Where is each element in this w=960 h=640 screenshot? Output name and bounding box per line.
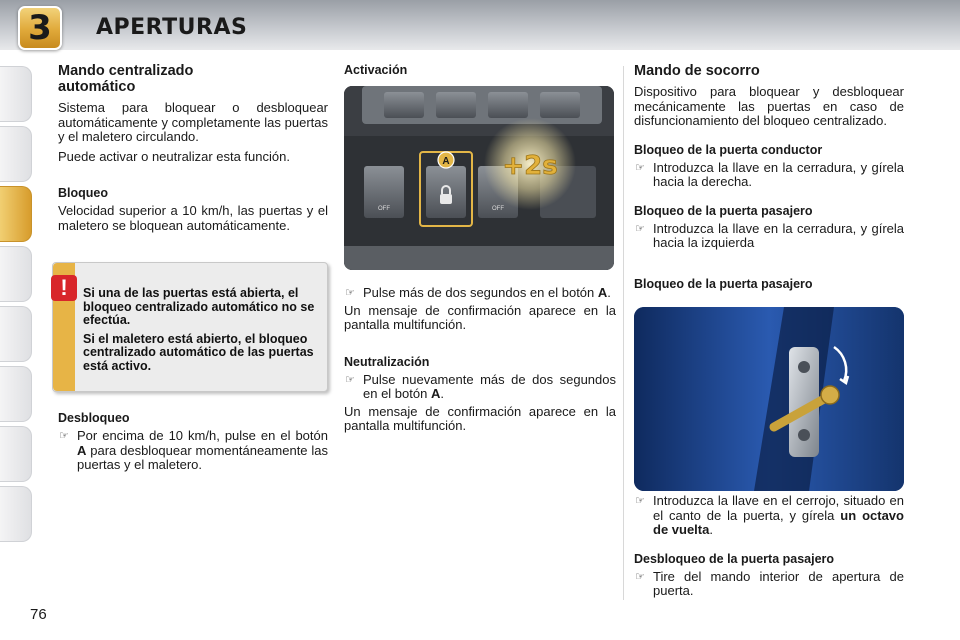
latch-text-after: . — [709, 522, 713, 537]
chapter-tabs — [0, 66, 34, 576]
chapter-tab-4[interactable] — [0, 246, 32, 302]
activation-message: Un mensaje de confirmación aparece en la pantalla multifunción. — [344, 302, 616, 332]
chapter-number-badge: 3 — [18, 6, 62, 50]
off-label-right: OFF — [492, 206, 504, 212]
neutralization-message: Un mensaje de confirmación aparece en la pantalla multifunción. — [344, 403, 616, 433]
chapter-tab-8[interactable] — [0, 486, 32, 542]
warning-box — [52, 262, 328, 392]
neutralization-bullet — [344, 373, 616, 402]
central-locking-intro-2: Puede activar o neutralizar esta función. — [58, 148, 290, 164]
pointing-hand-icon: ☞ — [345, 286, 355, 299]
chapter-tab-6[interactable] — [0, 366, 32, 422]
section-title-emergency: Mando de socorro — [634, 63, 760, 79]
pointing-hand-icon: ☞ — [635, 494, 645, 507]
section-title-central-locking: Mando centralizado automático — [58, 63, 194, 95]
button-a-label: A — [442, 156, 450, 167]
unlock-section — [58, 411, 328, 473]
lock-icon — [440, 194, 452, 204]
dashboard-svg — [344, 86, 614, 270]
chapter-tab-3-active[interactable] — [0, 186, 32, 242]
central-locking-intro: Sistema para bloquear o desbloquear automáticamente y completamente las puertas y el maletero circulando. — [58, 100, 328, 144]
dashboard-top-button-1 — [384, 92, 424, 118]
pointing-hand-icon: ☞ — [345, 372, 355, 386]
passenger-unlock-text: Tire del mando interior de apertura de puerta. — [653, 568, 904, 598]
latch-key-phrase: un octavo de vuelta — [653, 507, 904, 537]
activation-text-before: Pulse más de dos segundos en el botón — [363, 285, 595, 300]
passenger-unlock-bullet — [634, 570, 904, 599]
chapter-tab-1[interactable] — [0, 66, 32, 122]
right-column-bottom — [634, 494, 904, 599]
emergency-intro: Dispositivo para bloquear y desbloquear mecánicamente las puertas en caso de disfuncionamiento del bloqueo centralizado. — [634, 84, 904, 128]
door-svg — [634, 307, 904, 491]
passenger-door-heading-2: Bloqueo de la puerta pasajero — [634, 276, 813, 291]
left-column — [58, 63, 328, 233]
dashboard-top-button-4 — [540, 92, 580, 118]
unlock-text-after: para desbloquear momentáneamente las puertas y el maletero. — [77, 442, 328, 472]
warning-line-2: Si el maletero está abierto, el bloqueo centralizado automático de las puertas está activo. — [83, 331, 314, 373]
unlock-bullet — [58, 429, 328, 473]
neutralization-text-before: Pulse nuevamente más de dos segundos en el botón — [363, 371, 616, 401]
pointing-hand-icon: ☞ — [635, 569, 645, 583]
unlock-text-before: Por encima de 10 km/h, pulse en el botón — [77, 428, 328, 443]
pointing-hand-icon: ☞ — [635, 160, 645, 174]
activation-key: A — [597, 285, 608, 300]
activation-text-after: . — [607, 285, 611, 300]
passenger-door-bullet — [634, 222, 904, 251]
chapter-tab-7[interactable] — [0, 426, 32, 482]
page-header — [0, 0, 960, 58]
neutralization-text-after: . — [440, 386, 444, 401]
middle-column-top — [344, 63, 616, 77]
plus-two-seconds-overlay: +2s — [502, 151, 558, 181]
page-number: 76 — [30, 606, 47, 623]
passenger-door-text: Introduzca la llave en la cerradura, y gírela hacia la izquierda — [653, 220, 904, 250]
column-divider — [623, 66, 624, 600]
latch-text-before: Introduzca la llave en el cerrojo, situado en el canto de la puerta, y gírela — [653, 493, 904, 523]
passenger-unlock-heading: Desbloqueo de la puerta pasajero — [634, 551, 835, 566]
neutralization-heading: Neutralización — [344, 354, 430, 369]
latch-bullet — [634, 494, 904, 538]
warning-text — [83, 287, 323, 373]
chapter-tab-2[interactable] — [0, 126, 32, 182]
neutralization-key: A — [430, 386, 441, 401]
right-column-top — [634, 63, 904, 291]
activation-heading: Activación — [344, 63, 408, 77]
driver-door-text: Introduzca la llave en la cerradura, y gírela hacia la derecha. — [653, 159, 904, 189]
unlock-heading: Desbloqueo — [58, 411, 130, 425]
dashboard-button-illustration — [344, 86, 614, 270]
driver-door-bullet — [634, 161, 904, 190]
chapter-tab-5[interactable] — [0, 306, 32, 362]
pointing-hand-icon: ☞ — [59, 429, 69, 442]
door-latch-illustration — [634, 307, 904, 491]
middle-column-bottom — [344, 286, 616, 434]
lock-text: Velocidad superior a 10 km/h, las puertas y el maletero se bloquean automáticamente. — [58, 203, 328, 233]
warning-line-1: Si una de las puertas está abierta, el bloqueo centralizado automático no se efectúa. — [83, 286, 315, 327]
driver-door-heading: Bloqueo de la puerta conductor — [634, 142, 823, 157]
button-a — [426, 166, 466, 218]
dashboard-top-button-3 — [488, 92, 528, 118]
header-underline — [0, 50, 960, 58]
dashboard-top-button-2 — [436, 92, 476, 118]
lock-heading: Bloqueo — [58, 186, 108, 200]
activation-bullet — [344, 286, 616, 301]
warning-exclamation-icon: ! — [51, 275, 77, 301]
page-title: APERTURAS — [96, 15, 248, 40]
passenger-door-heading: Bloqueo de la puerta pasajero — [634, 203, 813, 218]
off-label-left: OFF — [378, 206, 390, 212]
pointing-hand-icon: ☞ — [635, 221, 645, 235]
unlock-key: A — [77, 442, 87, 458]
